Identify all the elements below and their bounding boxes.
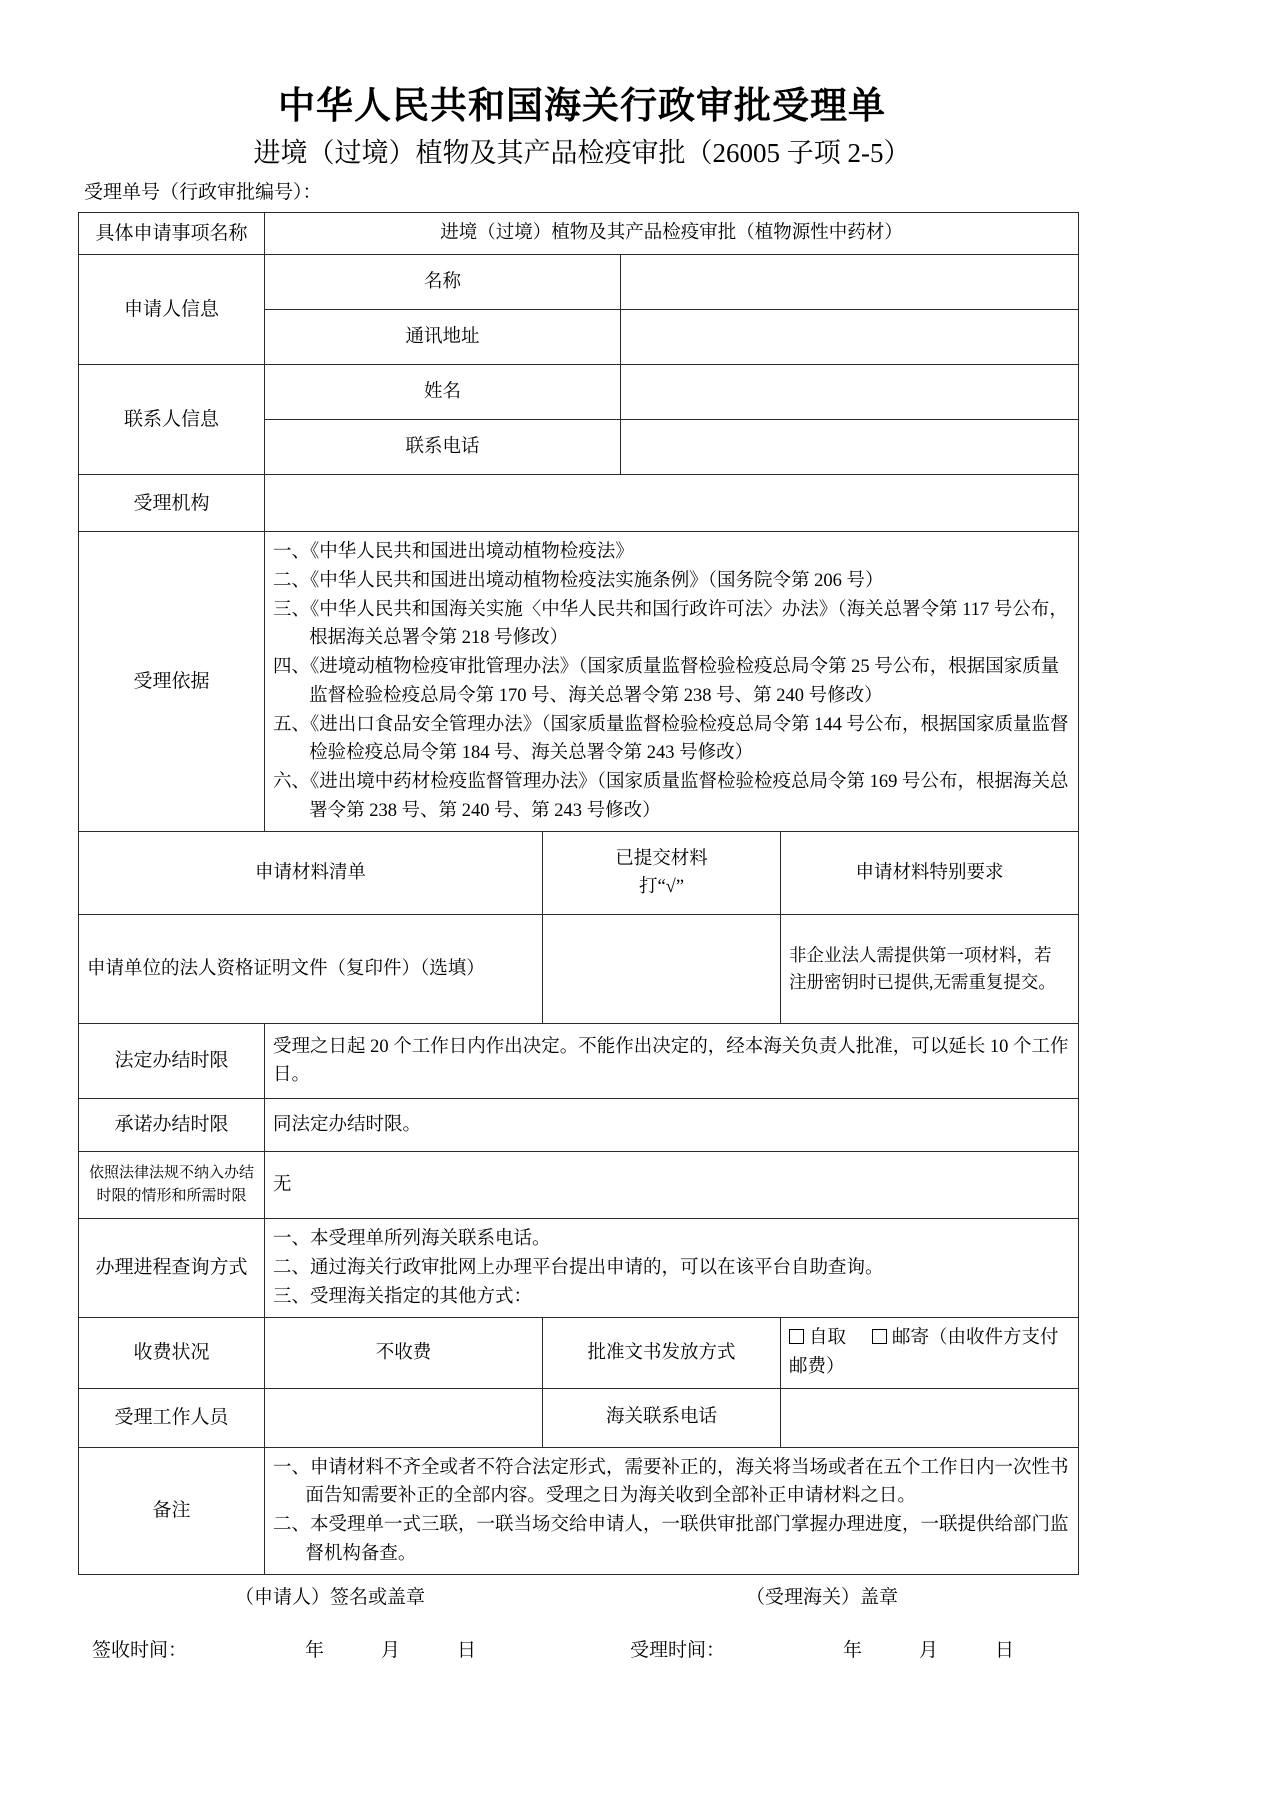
promise-deadline-label: 承诺办结时限 [79, 1099, 265, 1152]
table-row-fee-and-delivery [79, 1318, 1079, 1388]
agency-label: 受理机构 [79, 475, 265, 532]
special-requirement-header: 申请材料特别要求 [781, 832, 1079, 915]
legal-basis-item-1: 一、《中华人民共和国进出境动植物检疫法》 [273, 542, 634, 563]
remarks-label: 备注 [79, 1447, 265, 1575]
agency-field[interactable] [265, 475, 1079, 532]
table-row-material-1 [79, 915, 1079, 1024]
item-name-value: 进境（过境）植物及其产品检疫审批（植物源性中药材） [265, 213, 1079, 255]
page-title: 中华人民共和国海关行政审批受理单 [278, 86, 886, 127]
delivery-method-options [781, 1318, 1079, 1388]
progress-query-label: 办理进程查询方式 [79, 1219, 265, 1318]
applicant-address-label: 通讯地址 [265, 310, 621, 365]
excluded-deadline-label [79, 1152, 265, 1219]
contact-phone-label: 联系电话 [265, 420, 621, 475]
fee-status-value: 不收费 [265, 1318, 543, 1388]
signature-row [78, 1582, 1078, 1609]
promise-deadline-value: 同法定办结时限。 [265, 1099, 1079, 1152]
acceptance-form-table [78, 212, 1079, 1575]
applicant-address-field[interactable] [621, 310, 1079, 365]
sign-date-month[interactable]: 月 [381, 1640, 401, 1662]
remarks-item-1: 一、申请材料不齐全或者不符合法定形式，需要补正的，海关将当场或者在五个工作日内一次性书面告知需要补正的全部内容。受理之日为海关收到全部补正申请材料之日。 [273, 1457, 1069, 1507]
material-1-requirement-line1: 非企业法人需提供第一项材料，若 [789, 945, 1052, 966]
doc-number-label: 受理单号（行政审批编号）： [84, 182, 322, 204]
customs-phone-field[interactable] [781, 1388, 1079, 1447]
accept-date-year[interactable]: 年 [843, 1640, 863, 1662]
sign-time-label: 签收时间： [92, 1640, 188, 1662]
contact-name-field[interactable] [621, 365, 1079, 420]
delivery-option-self-pickup-label: 自取 [809, 1328, 847, 1349]
progress-query-item-3: 三、受理海关指定的其他方式： [273, 1286, 533, 1307]
table-row-legal-deadline [79, 1024, 1079, 1099]
applicant-signature-label: （申请人）签名或盖章 [234, 1587, 425, 1609]
submitted-check-header-line1: 已提交材料 [615, 848, 708, 869]
accept-date-block [540, 1635, 1078, 1662]
table-row-promise-deadline [79, 1099, 1079, 1152]
contact-info-label: 联系人信息 [79, 365, 265, 475]
excluded-deadline-value: 无 [265, 1152, 1079, 1219]
table-row-excluded-deadline [79, 1152, 1079, 1219]
legal-deadline-value: 受理之日起 20 个工作日内作出决定。不能作出决定的，经本海关负责人批准，可以延长 10 个工作日。 [265, 1024, 1079, 1099]
sign-date-day[interactable]: 日 [457, 1640, 477, 1662]
progress-query-content [265, 1219, 1079, 1318]
legal-basis-item-5: 五、《进出口食品安全管理办法》（国家质量监督检验检疫总局令第 144 号公布，根据国家质量监督检验检疫总局令第 184 号、海关总署令第 243 号修改） [273, 714, 1069, 764]
remarks-item-2: 二、本受理单一式三联，一联当场交给申请人，一联供审批部门掌握办理进度，一联提供给部门监督机构备查。 [273, 1514, 1069, 1564]
table-row-materials-header [79, 832, 1079, 915]
table-row-agency [79, 475, 1079, 532]
materials-list-header: 申请材料清单 [79, 832, 543, 915]
date-row [78, 1635, 1078, 1662]
contact-name-label: 姓名 [265, 365, 621, 420]
legal-basis-item-6: 六、《进出境中药材检疫监督管理办法》（国家质量监督检验检疫总局令第 169 号公布，根据海关总署令第 238 号、第 240 号、第 243 号修改） [273, 771, 1069, 821]
contact-phone-field[interactable] [621, 420, 1079, 475]
material-1-checkbox-cell[interactable] [543, 915, 781, 1024]
legal-basis-label: 受理依据 [79, 532, 265, 832]
applicant-info-label: 申请人信息 [79, 255, 265, 365]
customs-seal-label: （受理海关）盖章 [745, 1587, 898, 1609]
legal-basis-item-4: 四、《进境动植物检疫审批管理办法》（国家质量监督检验检疫总局令第 25 号公布，根据国家质量监督检验检疫总局令第 170 号、海关总署令第 238 号、第 240 号修改） [273, 657, 1060, 706]
applicant-name-label: 名称 [265, 255, 621, 310]
table-row-staff-and-phone [79, 1388, 1079, 1447]
table-row-item-name [79, 213, 1079, 255]
submitted-check-header [543, 832, 781, 915]
table-row-remarks [79, 1447, 1079, 1575]
delivery-method-label: 批准文书发放方式 [543, 1318, 781, 1388]
sign-date-year[interactable]: 年 [305, 1640, 325, 1662]
checkbox-self-pickup[interactable] [789, 1329, 804, 1344]
checkbox-mail[interactable] [872, 1329, 887, 1344]
table-row-progress-query [79, 1219, 1079, 1318]
legal-deadline-label: 法定办结时限 [79, 1024, 265, 1099]
customs-phone-label: 海关联系电话 [543, 1388, 781, 1447]
progress-query-item-2: 二、通过海关行政审批网上办理平台提出申请的，可以在该平台自助查询。 [273, 1257, 884, 1278]
material-1-requirement [781, 915, 1079, 1024]
legal-basis-item-3: 三、《中华人民共和国海关实施〈中华人民共和国行政许可法〉办法》（海关总署令第 117 号公布，根据海关总署令第 218 号修改） [273, 599, 1068, 649]
accept-time-label: 受理时间： [630, 1640, 726, 1662]
submitted-check-header-line2: 打“√” [638, 877, 685, 898]
staff-field[interactable] [265, 1388, 543, 1447]
staff-label: 受理工作人员 [79, 1388, 265, 1447]
accept-date-day[interactable]: 日 [995, 1640, 1015, 1662]
sign-date-block [78, 1635, 540, 1662]
delivery-option-mail-label: 邮寄（由收件方支付邮费） [789, 1328, 1059, 1377]
remarks-content [265, 1447, 1079, 1575]
legal-basis-item-2: 二、《中华人民共和国进出境动植物检疫法实施条例》（国务院令第 206 号） [273, 571, 884, 592]
item-name-label: 具体申请事项名称 [79, 213, 265, 255]
legal-basis-content [265, 532, 1079, 832]
material-1-name: 申请单位的法人资格证明文件（复印件）（选填） [79, 915, 543, 1024]
table-row-contact-name [79, 365, 1079, 420]
progress-query-item-1: 一、本受理单所列海关联系电话。 [273, 1229, 551, 1250]
table-row-applicant-name [79, 255, 1079, 310]
table-row-legal-basis [79, 532, 1079, 832]
accept-date-month[interactable]: 月 [919, 1640, 939, 1662]
excluded-deadline-label-line1: 依照法律法规不纳入办结 [88, 1164, 254, 1181]
material-1-requirement-line2: 注册密钥时已提供,无需重复提交。 [789, 972, 1056, 993]
excluded-deadline-label-line2: 时限的情形和所需时限 [96, 1188, 247, 1205]
page-subtitle: 进境（过境）植物及其产品检疫审批（26005 子项 2-5） [253, 138, 911, 169]
applicant-name-field[interactable] [621, 255, 1079, 310]
fee-status-label: 收费状况 [79, 1318, 265, 1388]
